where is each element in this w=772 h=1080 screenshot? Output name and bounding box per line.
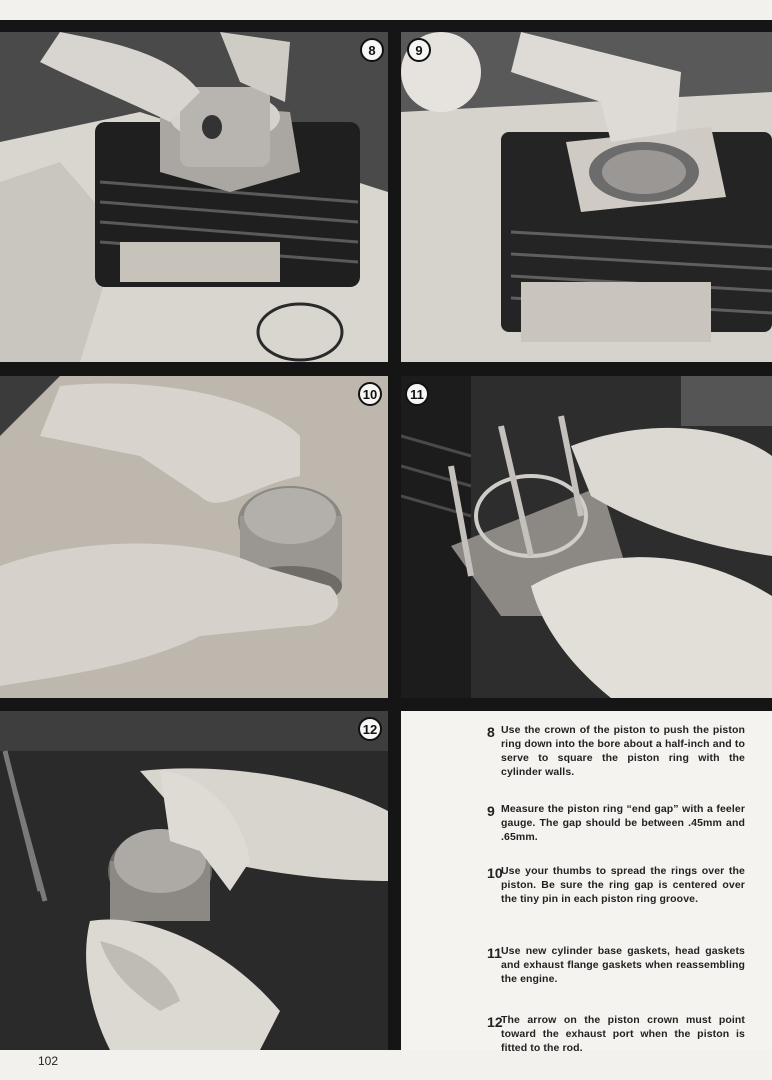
- photo-9-image: [401, 32, 772, 362]
- step-badge-11: 11: [405, 382, 429, 406]
- step-badge-10: 10: [358, 382, 382, 406]
- photo-step-9: [401, 32, 772, 362]
- caption-number: 8: [487, 724, 495, 740]
- caption-text: Use the crown of the piston to push the piston ring down into the bore about a half-inch and to serve to square the piston ring with the cylinder walls.: [501, 724, 745, 778]
- caption-step-10: [487, 864, 745, 906]
- photo-step-10: [0, 376, 388, 698]
- photo-10-image: [0, 376, 388, 698]
- step-badge-8: 8: [360, 38, 384, 62]
- caption-text: Use new cylinder base gaskets, head gaskets and exhaust flange gaskets when reassembling the engine.: [501, 945, 745, 985]
- caption-text: The arrow on the piston crown must point toward the exhaust port when the piston is fitted to the rod.: [501, 1014, 745, 1054]
- caption-number: 11: [487, 945, 502, 961]
- caption-number: 12: [487, 1014, 503, 1030]
- caption-step-8: [487, 723, 745, 779]
- caption-text: Use your thumbs to spread the rings over the piston. Be sure the ring gap is centered over the tiny pin in each piston ring groove.: [501, 865, 745, 905]
- caption-step-9: [487, 802, 745, 844]
- caption-step-12: [487, 1013, 745, 1055]
- photo-step-12: [0, 711, 388, 1050]
- step-badge-9: 9: [407, 38, 431, 62]
- photo-step-11: [401, 376, 772, 698]
- caption-number: 10: [487, 865, 503, 881]
- photo-step-8: [0, 32, 388, 362]
- step-badge-12: 12: [358, 717, 382, 741]
- caption-text: Measure the piston ring “end gap” with a feeler gauge. The gap should be between .45mm and .65mm.: [501, 803, 745, 843]
- photo-11-image: [401, 376, 772, 698]
- photo-12-image: [0, 711, 388, 1050]
- caption-number: 9: [487, 803, 495, 819]
- caption-panel: [401, 711, 772, 1054]
- photo-8-image: [0, 32, 388, 362]
- caption-step-11: [487, 944, 745, 986]
- page-number: 102: [38, 1054, 59, 1068]
